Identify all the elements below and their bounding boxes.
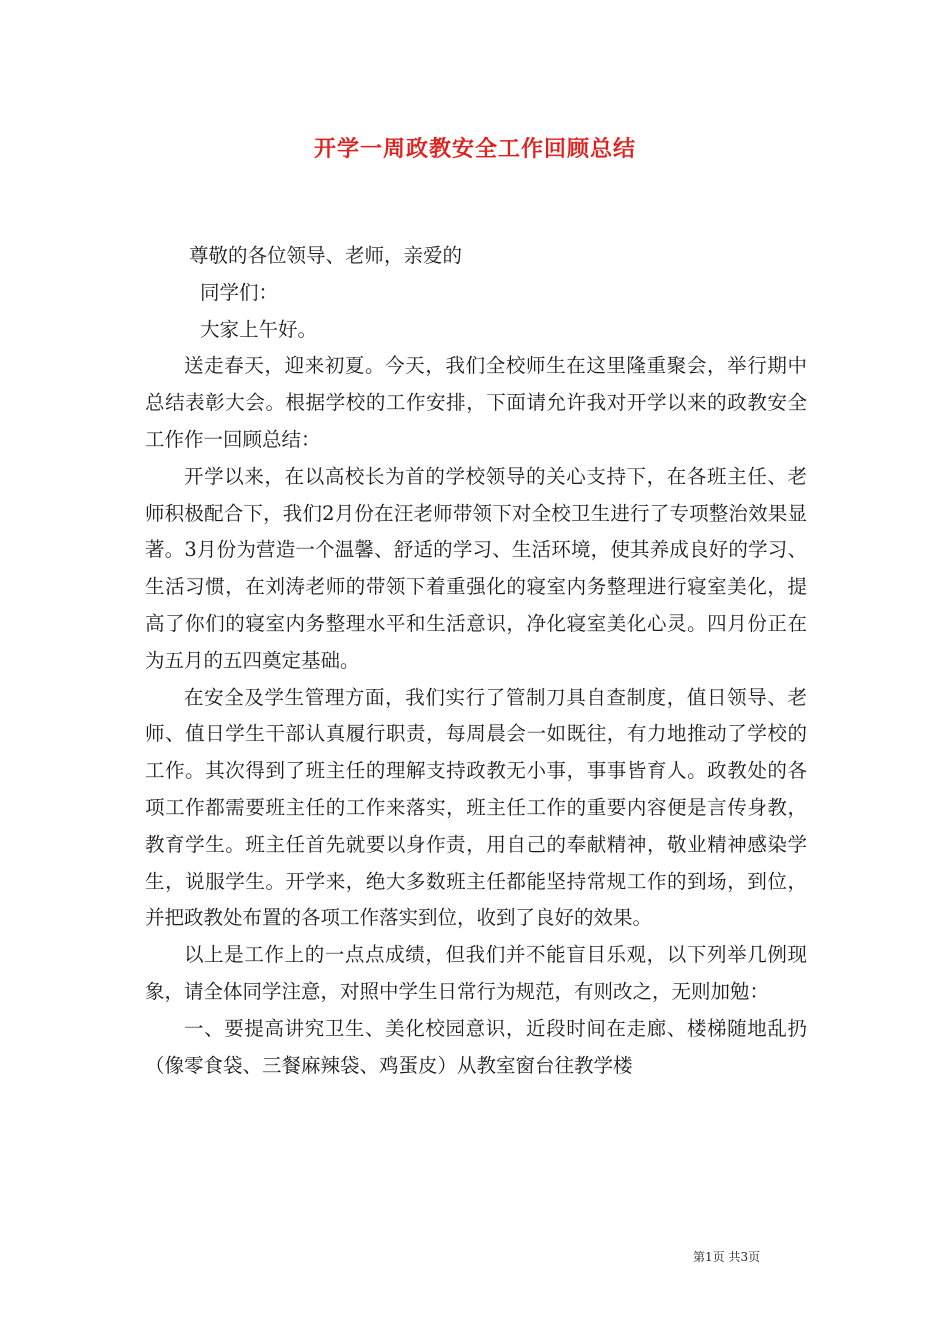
page-number: 第1页 共3页	[693, 1250, 761, 1264]
paragraph-issue-1: 一、要提高讲究卫生、美化校园意识，近段时间在走廊、楼梯随地乱扔（像零食袋、三餐麻辣袋、鸡蛋皮）从教室窗台往教学楼	[145, 1016, 807, 1077]
document-body	[145, 238, 807, 1084]
document-title: 开学一周政教安全工作回顾总结	[313, 136, 636, 162]
paragraph-safety-management: 在安全及学生管理方面，我们实行了管制刀具自查制度，值日领导、老师、值日学生干部认真履行职责，每周晨会一如既往，有力地推动了学校的工作。其次得到了班主任的理解支持政教无小事，事事皆育人。政教处的各项工作都需要班主任的工作来落实，班主任工作的重要内容便是言传身教，教育学生。班主任首先就要以身作责，用自己的奉献精神，敬业精神感染学生，说服学生。开学来，绝大多数班主任都能坚持常规工作的到场，到位，并把政教处布置的各项工作落实到位，收到了良好的效果。	[145, 685, 807, 930]
salutation-line-2: 同学们：	[200, 280, 279, 304]
paragraph-intro: 送走春天，迎来初夏。今天，我们全校师生在这里隆重聚会，举行期中总结表彰大会。根据学校的工作安排，下面请允许我对开学以来的政教安全工作作一回顾总结：	[145, 354, 807, 451]
paragraph-issues-intro: 以上是工作上的一点点成绩，但我们并不能盲目乐观，以下列举几例现象，请全体同学注意，对照中学生日常行为规范，有则改之，无则加勉：	[145, 943, 807, 1003]
greeting: 大家上午好。	[200, 317, 318, 341]
salutation-line-1: 尊敬的各位领导、老师，亲爱的	[189, 244, 463, 267]
paragraph-hygiene-dorm: 开学以来，在以高校长为首的学校领导的关心支持下，在各班主任、老师积极配合下，我们2月份在汪老师带领下对全校卫生进行了专项整治效果显著。3月份为营造一个温馨、舒适的学习、生活环境，使其养成良好的学习、生活习惯，在刘涛老师的带领下着重强化的寝室内务整理进行寝室美化，提高了你们的寝室内务整理水平和生活意识，净化寝室美化心灵。四月份正在为五月的五四奠定基础。	[145, 464, 807, 672]
